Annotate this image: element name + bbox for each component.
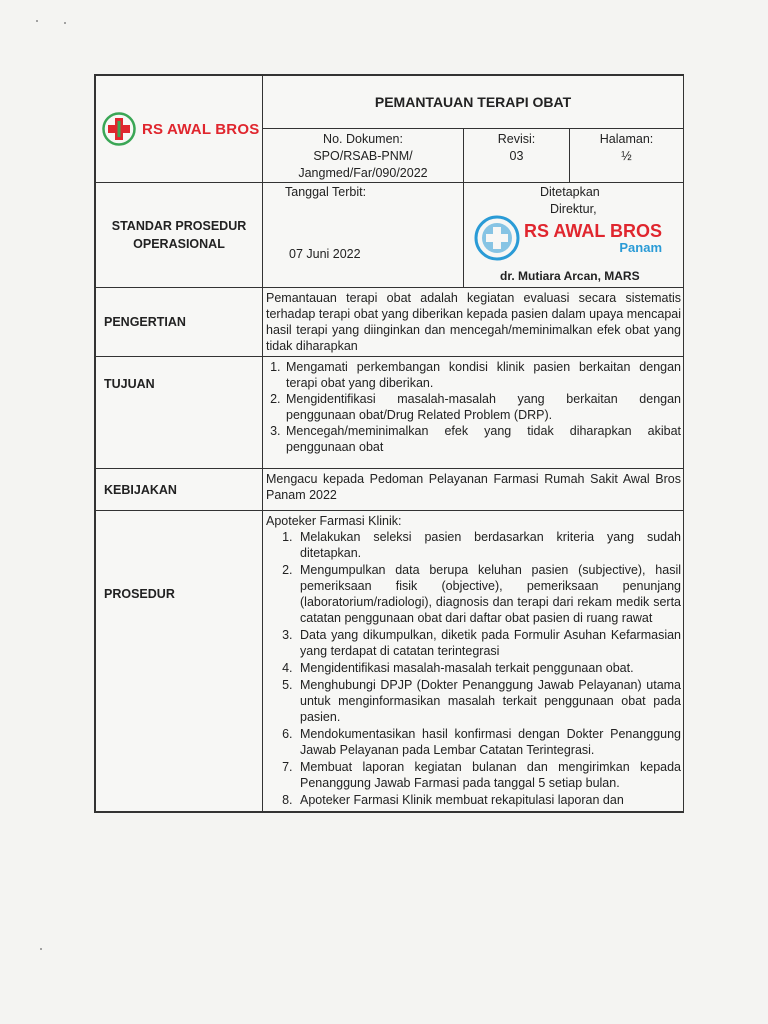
document-number-label: No. Dokumen: — [323, 132, 403, 146]
kebijakan-label: KEBIJAKAN — [96, 469, 263, 511]
prosedur-heading: Apoteker Farmasi Klinik: — [266, 514, 402, 528]
stamp-branch: Panam — [619, 239, 663, 255]
list-item: 2. Mengumpulkan data berupa keluhan pasien (subjective), hasil pemeriksaan fisik (objective), pemeriksaan penunjang (laboratorium/radiologi), diagnosis dan terapi dari rekam medik serta catatan penggunaan obat dari daftar obat pasien di ruang rawat — [296, 562, 681, 626]
sop-label-line2: OPERASIONAL — [133, 237, 225, 251]
stamp-logo-icon — [474, 215, 520, 261]
pengertian-text: Pemantauan terapi obat adalah kegiatan evaluasi secara sistematis terhadap terapi obat yang diberikan kepada pasien dalam upaya mencapai hasil terapi yang diinginkan dan mencegah/meminimalkan efek obat yang tidak diharapkan — [263, 288, 684, 357]
hospital-logo — [96, 112, 262, 146]
list-item: 2. Mengidentifikasi masalah-masalah yang berkaitan dengan penggunaan obat/Drug Related Problem (DRP). — [284, 391, 681, 423]
document-number-cell — [263, 129, 464, 183]
page-cell — [570, 129, 684, 183]
issue-date-value: 07 Juni 2022 — [289, 247, 361, 261]
approval-stamp — [474, 215, 662, 261]
list-item: 4. Mengidentifikasi masalah-masalah terkait penggunaan obat. — [296, 660, 681, 676]
revision-cell — [464, 129, 570, 183]
page-label: Halaman: — [599, 132, 654, 146]
scan-speck — [40, 948, 42, 950]
scan-speck — [36, 20, 38, 22]
list-item: 8. Apoteker Farmasi Klinik membuat rekapitulasi laporan dan — [296, 792, 681, 808]
document-title: PEMANTAUAN TERAPI OBAT — [263, 76, 684, 129]
sop-label-line1: STANDAR PROSEDUR — [111, 219, 247, 233]
pengertian-label: PENGERTIAN — [96, 288, 263, 357]
list-item: 6. Mendokumentasikan hasil konfirmasi dengan Dokter Penanggung Jawab Pelayanan pada Lembar Catatan Terintegrasi. — [296, 726, 681, 758]
list-item: 1. Mengamati perkembangan kondisi klinik pasien berkaitan dengan terapi obat yang diberikan. — [284, 359, 681, 391]
scan-speck — [64, 22, 66, 24]
document-number-line2: Jangmed/Far/090/2022 — [298, 166, 428, 180]
list-item: 1. Melakukan seleksi pasien berdasarkan kriteria yang sudah ditetapkan. — [296, 529, 681, 561]
list-item: 5. Menghubungi DPJP (Dokter Penanggung Jawab Pelayanan) utama untuk menginformasikan masalah terkait penggunaan obat pada pasien. — [296, 677, 681, 725]
document-number-line1: SPO/RSAB-PNM/ — [313, 149, 413, 163]
hospital-cross-icon — [102, 112, 136, 146]
list-item: 3. Data yang dikumpulkan, diketik pada Formulir Asuhan Kefarmasian yang terdapat di catatan terintegrasi — [296, 627, 681, 659]
list-item: 3. Mencegah/meminimalkan efek yang tidak diharapkan akibat penggunaan obat — [284, 423, 681, 455]
approval-line1: Ditetapkan — [540, 185, 600, 199]
hospital-name: RS AWAL BROS — [142, 120, 260, 138]
tujuan-list — [266, 359, 681, 455]
prosedur-list — [266, 529, 681, 808]
stamp-brand: RS AWAL BROS — [524, 220, 663, 241]
logo-cell — [96, 76, 263, 183]
revision-value: 03 — [509, 149, 524, 163]
tujuan-content — [263, 357, 684, 469]
prosedur-label: PROSEDUR — [96, 511, 263, 812]
approval-cell — [464, 183, 684, 288]
sop-table — [95, 75, 684, 812]
prosedur-content — [263, 511, 684, 812]
issue-date-label: Tanggal Terbit: — [285, 185, 367, 199]
list-item: 7. Membuat laporan kegiatan bulanan dan mengirimkan kepada Penanggung Jawab Farmasi pada tanggal 5 setiap bulan. — [296, 759, 681, 791]
tujuan-label: TUJUAN — [96, 357, 263, 469]
approval-line2: Direktur, — [550, 202, 597, 216]
sop-label-cell — [96, 183, 263, 288]
signer-name: dr. Mutiara Arcan, MARS — [500, 269, 640, 283]
revision-label: Revisi: — [497, 132, 536, 146]
kebijakan-text: Mengacu kepada Pedoman Pelayanan Farmasi Rumah Sakit Awal Bros Panam 2022 — [263, 469, 684, 511]
sop-document — [94, 74, 684, 813]
page-value: ½ — [621, 149, 632, 163]
issue-date-cell — [263, 183, 464, 288]
